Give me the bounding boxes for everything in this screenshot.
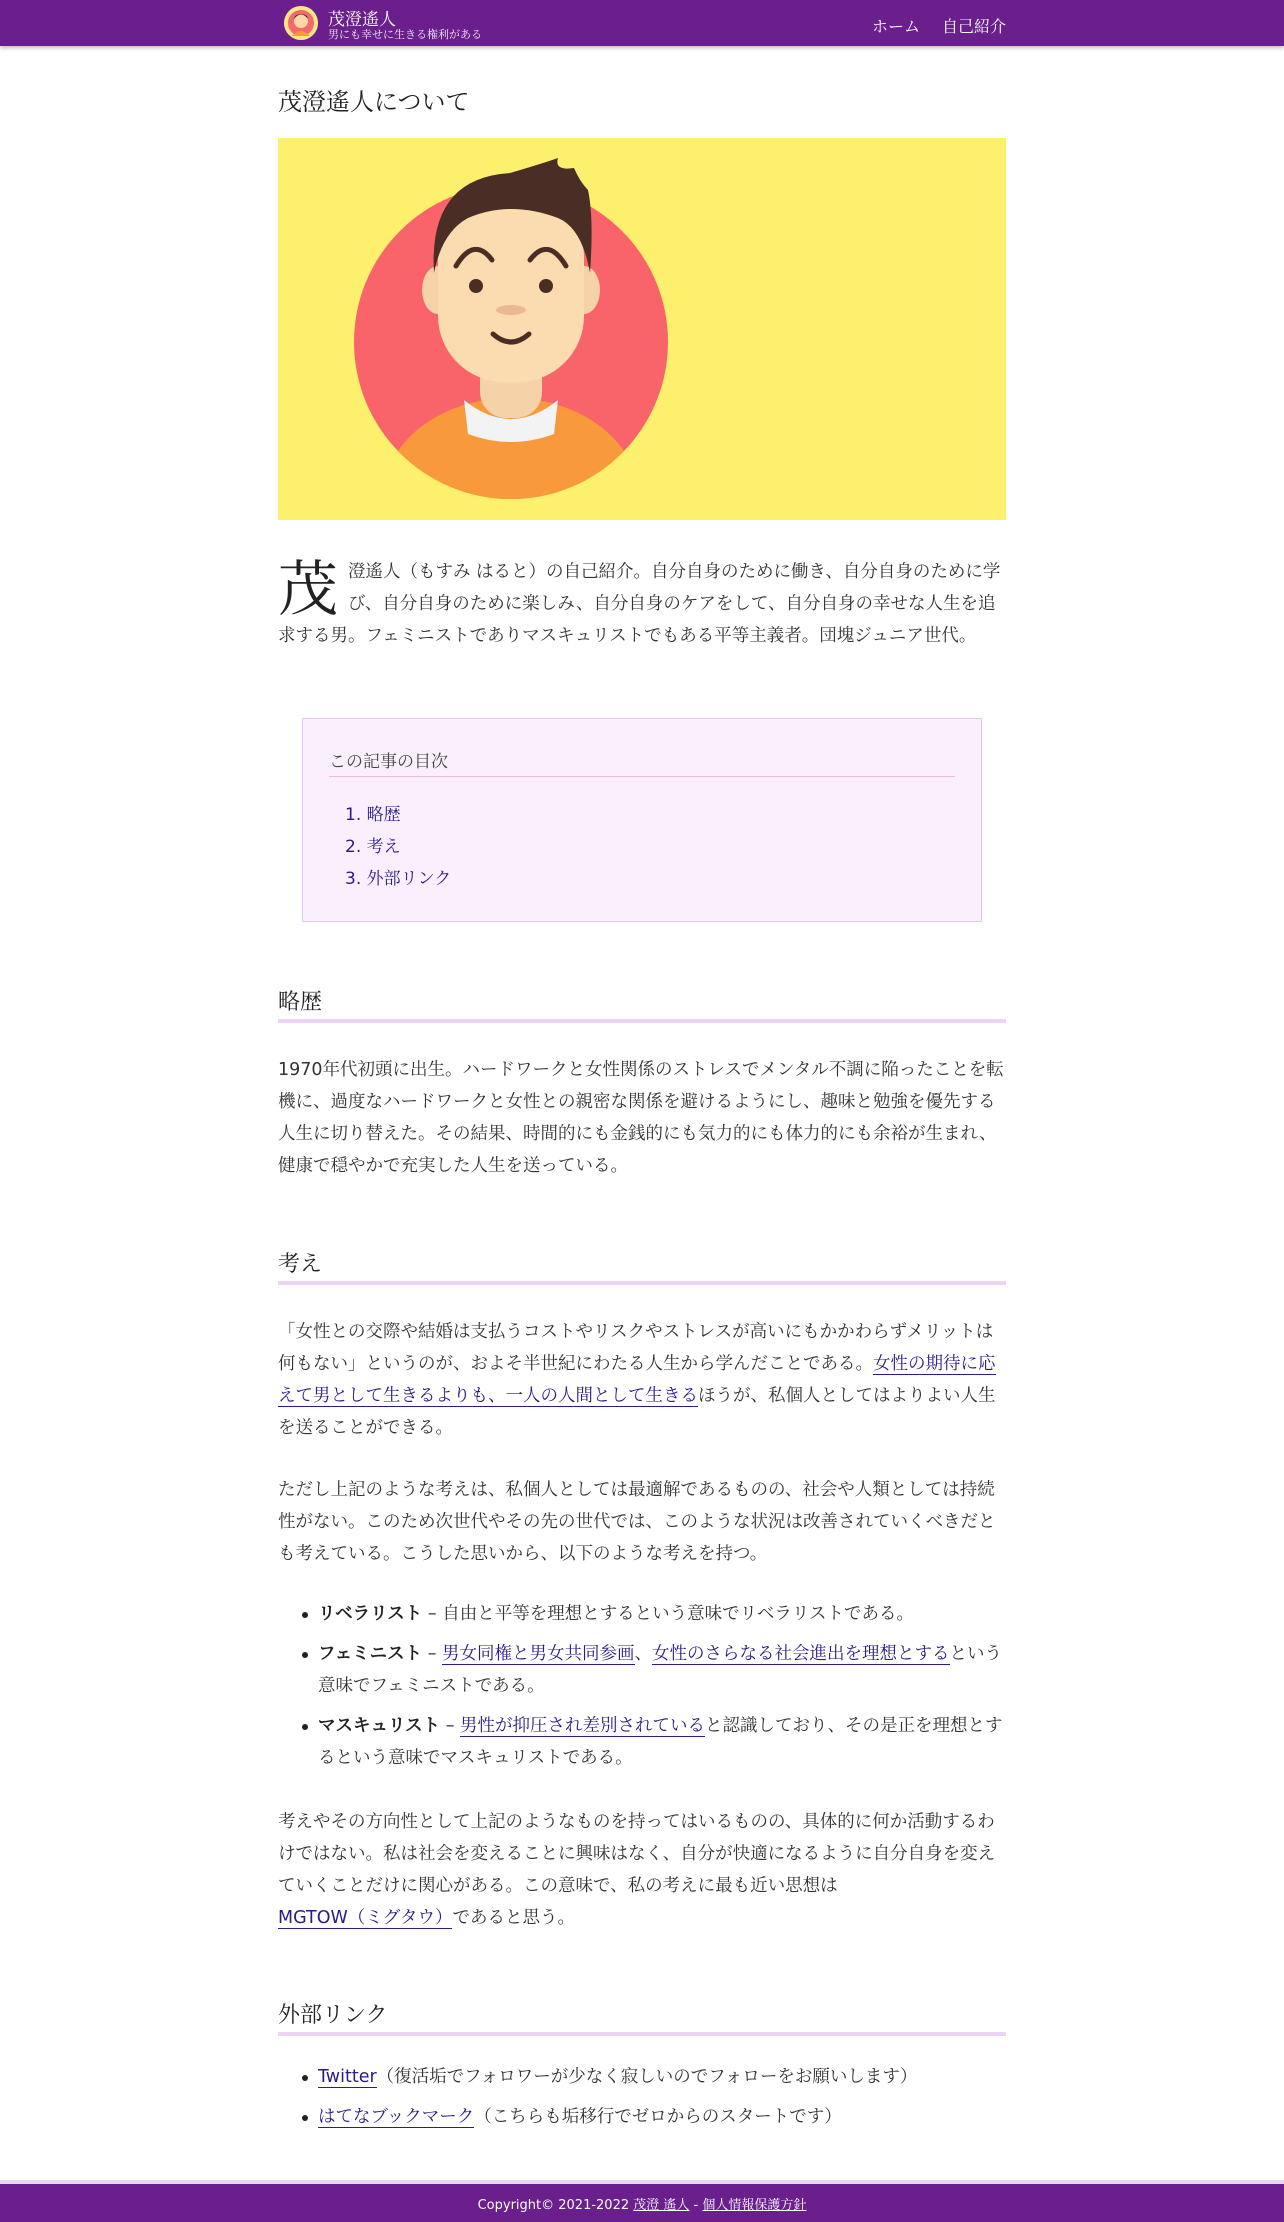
nav-about[interactable]: 自己紹介 — [941, 17, 1006, 36]
site-header — [0, 0, 1284, 46]
toc-item-career[interactable]: 1. 略歴 — [345, 805, 401, 825]
thoughts-paragraph-1: 「女性との交際や結婚は支払うコストやリスクやストレスが高いにもかかわらずメリットは何もない」というのが、およそ半世紀にわたる人生から学んだことである。女性の期待に応えて男として生きるよりも、一人の人間として生きるほうが、私個人としてはよりよい人生を送ることができる。 — [278, 1322, 996, 1438]
toc-item-thoughts[interactable]: 2. 考え — [345, 837, 401, 857]
link-gender-equality[interactable]: 男女同権と男女共同参画 — [442, 1644, 635, 1664]
site-title[interactable]: 茂澄遙人 — [328, 10, 396, 30]
site-footer: Copyright© 2021-2022 茂澄 遙人 - 個人情報保護方針 — [0, 2180, 1284, 2222]
main-nav — [872, 14, 1006, 37]
table-of-contents — [302, 718, 982, 922]
stance-list — [278, 1598, 1006, 1774]
list-item-twitter: Twitter（復活垢でフォロワーが少なく寂しいのでフォローをお願いします） — [278, 2061, 1006, 2093]
heading-external-links: 外部リンク — [278, 2003, 388, 2028]
link-mgtow[interactable]: MGTOW（ミグタウ） — [278, 1908, 453, 1928]
toc-divider — [329, 776, 955, 777]
dropcap: 茂 — [278, 555, 338, 625]
footer-author-link[interactable]: 茂澄 遙人 — [633, 2198, 690, 2213]
list-item-masculist: マスキュリスト – 男性が抑圧され差別されていると認識しており、その是正を理想とするという意味でマスキュリストである。 — [278, 1710, 1006, 1774]
list-item-hatena: はてなブックマーク（こちらも垢移行でゼロからのスタートです） — [278, 2101, 1006, 2133]
copyright-text: Copyright© 2021-2022 — [477, 2198, 634, 2213]
heading-career: 略歴 — [278, 990, 323, 1015]
intro-paragraph: 茂澄遙人（もすみ はると）の自己紹介。自分自身のために働き、自分自身のために学び、自分自身のために楽しみ、自分自身のケアをして、自分自身の幸せな人生を追求する男。フェミニストでありマスキュリストでもある平等主義者。団塊ジュニア世代。 — [278, 555, 1001, 646]
heading-rule — [278, 1019, 1006, 1023]
list-item-liberalist: リベラリスト – 自由と平等を理想とするという意味でリベラリストである。 — [278, 1598, 1006, 1630]
hatena-bookmark-link[interactable]: はてなブックマーク — [318, 2107, 475, 2127]
privacy-policy-link[interactable]: 個人情報保護方針 — [702, 2198, 807, 2213]
link-live-as-human[interactable]: 女性の期待に応えて男として生きるよりも、一人の人間として生きる — [278, 1354, 996, 1406]
link-women-advancement[interactable]: 女性のさらなる社会進出を理想とする — [652, 1644, 950, 1664]
list-item-feminist: フェミニスト – 男女同権と男女共同参画、女性のさらなる社会進出を理想とするという意味でフェミニストである。 — [278, 1638, 1006, 1702]
toc-list — [345, 799, 451, 895]
career-paragraph: 1970年代初頭に出生。ハードワークと女性関係のストレスでメンタル不調に陥ったことを転機に、過度なハードワークと女性との親密な関係を避けるようにし、趣味と勉強を優先する人生に切り替えた。その結果、時間的にも金銭的にも気力的にも体力的にも余裕が生まれ、健康で穏やかで充実した人生を送っている。 — [278, 1060, 1004, 1176]
thoughts-paragraph-2: ただし上記のような考えは、私個人としては最適解であるものの、社会や人類としては持続性がない。このため次世代やその先の世代では、このような状況は改善されていくべきだとも考えている。こうした思いから、以下のような考えを持つ。 — [278, 1480, 996, 1564]
hero-image — [278, 138, 1006, 520]
link-men-oppressed[interactable]: 男性が抑圧され差別されている — [460, 1716, 706, 1736]
page-title: 茂澄遙人について — [278, 88, 470, 116]
heading-rule — [278, 1281, 1006, 1285]
heading-thoughts: 考え — [278, 1252, 323, 1277]
heading-rule — [278, 2032, 1006, 2036]
toc-title: この記事の目次 — [329, 752, 448, 772]
twitter-link[interactable]: Twitter — [318, 2067, 377, 2087]
site-tagline: 男にも幸せに生きる権利がある — [328, 28, 482, 41]
nav-home[interactable]: ホーム — [871, 17, 920, 36]
avatar-illustration-icon — [278, 138, 1006, 520]
toc-item-links[interactable]: 3. 外部リンク — [345, 869, 452, 889]
external-links-list — [278, 2061, 1006, 2133]
logo-avatar-icon[interactable] — [284, 6, 318, 40]
thoughts-paragraph-3: 考えやその方向性として上記のようなものを持ってはいるものの、具体的に何か活動するわけではない。私は社会を変えることに興味はなく、自分が快適になるように自分自身を変えていくことだけに関心がある。この意味で、私の考えに最も近い思想はMGTOW（ミグタウ）であると思う。 — [278, 1812, 996, 1928]
